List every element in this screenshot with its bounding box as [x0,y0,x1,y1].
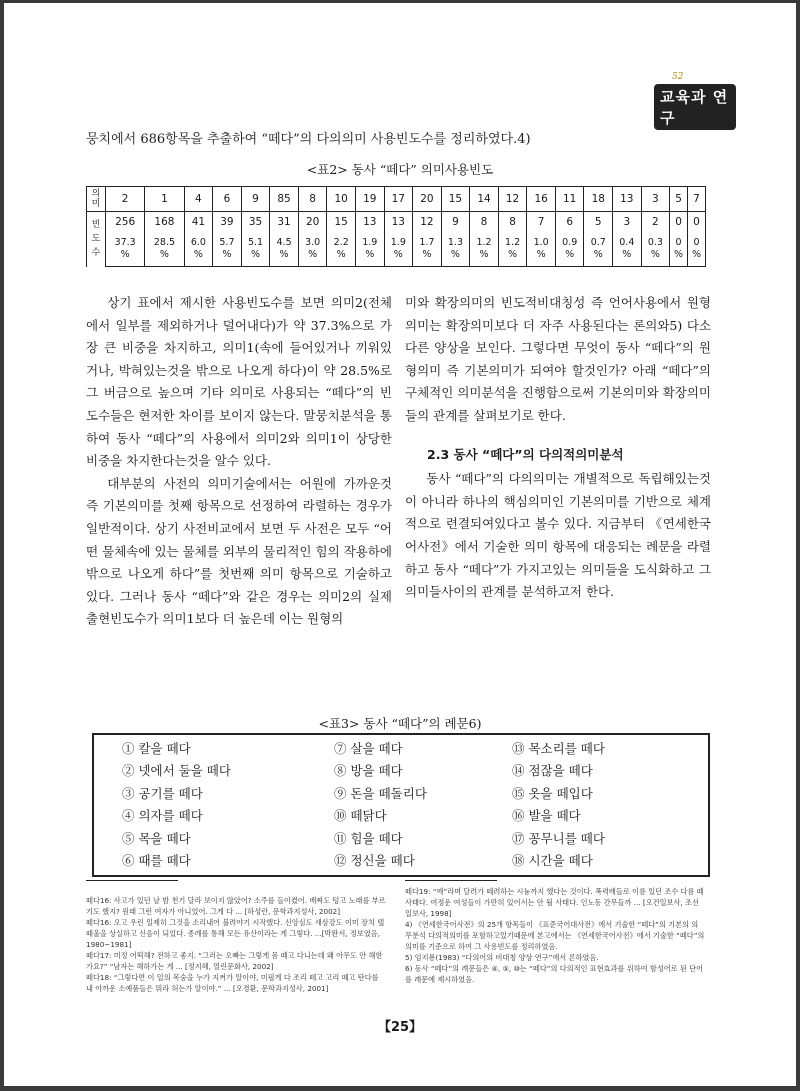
count-cell: 3 [613,212,642,233]
count-cell: 8 [498,212,527,233]
percent-cell: 28.5 % [145,232,184,267]
example-item: ⑮ 옷을 떼입다 [512,785,593,801]
example-item: ② 넷에서 둘을 떼다 [122,763,231,779]
journal-brand: 교육과 연구 [654,84,736,130]
meaning-cell: 2 [106,187,145,212]
percent-cell: 5.1 % [241,232,270,267]
meaning-cell: 5 [670,187,688,212]
percent-cell: 0 % [687,232,705,267]
count-cell: 5 [584,212,613,233]
count-cell: 7 [527,212,556,233]
example-item: ⑨ 돈을 떼돌리다 [334,785,427,801]
footnotes-left [86,895,386,994]
table2-title: <표2> 동사 “떼다” 의미사용빈도 [306,162,494,177]
footnote: 떼다16: 오고 우린 일제히 그것을 소리내어 불려야기 시작했다. 신앙심도 새삼강도 이미 장치 텔 때울을 상실하고 신음이 되었다. 종례를 통해 모든 유산이라는 게 그렇다. ...[박완서, 정보였음, 1980~1981] [86,918,385,949]
percent-cell: 0.7 % [584,232,613,267]
continued-sentence: 뭉치에서 686항목을 추출하여 “떼다”의 다의의미 사용빈도수를 정리하였다.4) [86,132,531,147]
meaning-cell: 16 [527,187,556,212]
left-paragraph-1: 상기 표에서 제시한 사용빈도수를 보면 의미2(전체에서 일부를 제외하거나 덜어내다)가 약 37.3%으로 가장 큰 비중을 차지하고, 의미1(속에 들어있거나 끼워있거나, 박혀있는것을 밖으로 나오게 하다)이 약 28.5%로 그 버금으로 높으며 기타 의미로 사용되는 “떼다”의 빈도수들은 현저한 차이를 보이지 않는다. 말뭉치분석을 통하여 동사 “떼다”의 사용에서 의미2와 의미1이 상당한 비중을 차지한다는것을 알수 있다. [86,295,392,469]
percent-cell: 1.2 % [470,232,499,267]
example-item: ⑱ 시간을 떼다 [512,853,593,869]
percent-cell: 1.0 % [527,232,556,267]
count-cell: 9 [441,212,470,233]
percent-cell: 0.9 % [555,232,584,267]
example-box [92,733,710,877]
count-cell: 13 [355,212,384,233]
example-column-2 [334,738,427,872]
count-cell: 41 [184,212,213,233]
count-cell: 15 [327,212,356,233]
count-cell: 6 [555,212,584,233]
count-cell: 12 [413,212,442,233]
percent-cell: 37.3 % [106,232,145,267]
percent-cell: 1.9 % [384,232,413,267]
percent-cell: 1.7 % [413,232,442,267]
frequency-table [86,186,706,267]
example-column-3 [512,738,605,872]
example-item: ⑥ 때를 떼다 [122,853,191,869]
page-edge-bottom [0,1086,800,1091]
left-column [86,292,392,631]
count-cell: 0 [670,212,688,233]
percent-cell: 1.2 % [498,232,527,267]
percent-cell: 6.0 % [184,232,213,267]
example-item: ④ 의자를 떼다 [122,808,203,824]
row-label-frequency: 빈 도 수 [87,212,106,267]
footnote: 떼다17: 미정 어떡해? 전하고 좋지. “그러는 오빠는 그렇게 몸 떼고 다니는데 왜 아무도 안 해한가요?” “남자는 해하가는 게 ... [정지혜, 열린문화사, 2002] [86,951,383,971]
footnote: 5) 임지룡(1983) “다의어의 비대칭 양상 연구”에서 론하였음. [405,953,599,962]
example-item: ⑯ 발을 떼다 [512,808,581,824]
footnote-rule-right [405,880,497,881]
percent-cell: 5.7 % [213,232,242,267]
meaning-cell: 20 [413,187,442,212]
meaning-cell: 1 [145,187,184,212]
count-cell: 13 [384,212,413,233]
count-cell: 0 [687,212,705,233]
left-paragraph-2: 대부분의 사전의 의미기술에서는 어원에 가까운것 즉 기본의미를 첫째 항목으로 선정하여 라렬하는 경우가 일반적이다. 상기 사전비교에서 보면 두 사전은 모두 “어떤 물체속에 있는 물체를 외부의 물리적인 힘의 작용하에 밖으로 나오게 하다”를 첫번째 의미 항목으로 기술하고있다. 그러나 동사 “떼다”와 같은 경우는 의미2의 실제 출현빈도수가 의미1보다 더 높은데 이는 원형의 [86,475,392,627]
example-item: ① 칼을 떼다 [122,741,191,756]
example-item: ⑦ 살을 떼다 [334,741,403,756]
percent-cell: 0.3 % [641,232,670,267]
count-cell: 31 [270,212,299,233]
row-label-meaning: 의 미 [87,187,106,212]
journal-logo [644,72,736,127]
journal-issue: 52 [672,72,684,82]
example-column-1 [122,738,231,872]
meaning-cell: 4 [184,187,213,212]
table-row-meaning [87,187,706,212]
meaning-cell: 6 [213,187,242,212]
example-item: ⑧ 방을 떼다 [334,763,403,779]
footnote: 떼다19: “애”라며 달려가 떼려하는 시늉까지 했다는 것이다. 폭력배들로 이름 있던 조수 다름 떼 사태다. 여정운 여성들이 가만히 있어서는 안 될 사태다. 인노동 간무들까 ... [오건일보사, 조선일보사, 1998] [405,887,704,918]
footnotes-right [405,886,705,985]
meaning-cell: 12 [498,187,527,212]
footnote: 떼다18: “그렇다면 이 일의 목숨을 누가 지켜가 알이야, 미필게 다 조리 떼고 고리 떼고 탄다를 내 아까운 소예품들은 뭐라 허는가 알이야.” ... [오경환, 문학과지성사, 2001] [86,973,379,993]
percent-cell: 2.2 % [327,232,356,267]
meaning-cell: 14 [470,187,499,212]
meaning-cell: 18 [584,187,613,212]
count-cell: 2 [641,212,670,233]
footnote: 6) 동사 “떼다”의 례문들은 ④, ⑤, ⑩는 “떼다”의 다의적인 표현효과를 위하여 함성어로 된 단어를 례문에 제시하였음. [405,964,704,984]
percent-cell: 0.4 % [613,232,642,267]
example-item: ⑤ 목을 떼다 [122,830,191,846]
meaning-cell: 15 [441,187,470,212]
meaning-cell: 85 [270,187,299,212]
meaning-cell: 7 [687,187,705,212]
count-cell: 20 [298,212,327,233]
percent-cell: 1.9 % [355,232,384,267]
example-item: ⑬ 목소리를 떼다 [512,741,605,756]
example-item: ⑰ 꽁무니를 떼다 [512,830,605,846]
example-item: ⑭ 점잖을 떼다 [512,763,593,779]
table-row-count [87,212,706,233]
percent-cell: 4.5 % [270,232,299,267]
count-cell: 39 [213,212,242,233]
footnote: 떼다16: 사고가 있던 날 밤 천기 달라 보이지 않았어? 소주를 들이켰어. 배짜도 텅고 노래를 부르기도 했지? 원래 그런 여자가 아니었어. 그게 다 ... [하성란, 문학과지성사, 2002] [86,896,386,916]
meaning-cell: 8 [298,187,327,212]
percent-cell: 3.0 % [298,232,327,267]
example-item: ⑫ 정신을 떼다 [334,853,415,869]
percent-cell: 1.3 % [441,232,470,267]
meaning-cell: 13 [613,187,642,212]
page-number: 【25】 [377,1020,423,1035]
table-row-percent [87,232,706,267]
meaning-cell: 11 [555,187,584,212]
meaning-cell: 17 [384,187,413,212]
example-item: ③ 공기를 떼다 [122,785,203,801]
count-cell: 8 [470,212,499,233]
percent-cell: 0 % [670,232,688,267]
table3-title: <표3> 동사 “떼다”의 례문6) [318,716,482,731]
right-paragraph-1: 미와 확장의미의 빈도적비대칭성 즉 언어사용에서 원형의미는 확장의미보다 더 자주 사용된다는 론의와5) 다소 다른 양상을 보인다. 그렇다면 무엇이 동사 “떼다”의 원형의미 즉 기본의미가 되여야 할것인가? 아래 “떼다”의 구체적인 의미분석을 진행함으로써 기본의미와 확장의미들의 관계를 살펴보기로 한다. [405,295,711,423]
count-cell: 35 [241,212,270,233]
footnote: 4) 《연세한국어사전》의 25개 항목들이 《표준국어대사전》에서 기술한 “떼다”의 기본의 의무분석 다의적의미를 포함하고있기때문에 본고에서는 《연세한국어사전》에서 기술한 “떼다”의 의미를 기준으로 하여 그 사용빈도를 정리하였음. [405,920,705,951]
meaning-cell: 3 [641,187,670,212]
example-item: ⑩ 떼닭다 [334,808,387,824]
count-cell: 168 [145,212,184,233]
right-paragraph-2: 동사 “떼다”의 다의의미는 개별적으로 독립해있는것이 아니라 하나의 핵심의미인 기본의미를 기반으로 체계적으로 련결되여있다고 볼수 있다. 지금부터 《연세한국어사전》에서 기술한 의미 항목에 대응되는 례문을 라렬하고 동사 “떼다”가 가지고있는 의미들을 도식화하고 그 의미들사이의 관계를 분석하고저 한다. [405,471,711,600]
meaning-cell: 19 [355,187,384,212]
meaning-cell: 10 [327,187,356,212]
count-cell: 256 [106,212,145,233]
right-column [405,292,711,604]
page-edge-top [0,0,800,3]
example-item: ⑪ 힘을 떼다 [334,830,403,846]
footnote-rule-left [86,880,178,881]
section-heading: 2.3 동사 “떼다”의 다의적의미분석 [427,446,624,462]
meaning-cell: 9 [241,187,270,212]
